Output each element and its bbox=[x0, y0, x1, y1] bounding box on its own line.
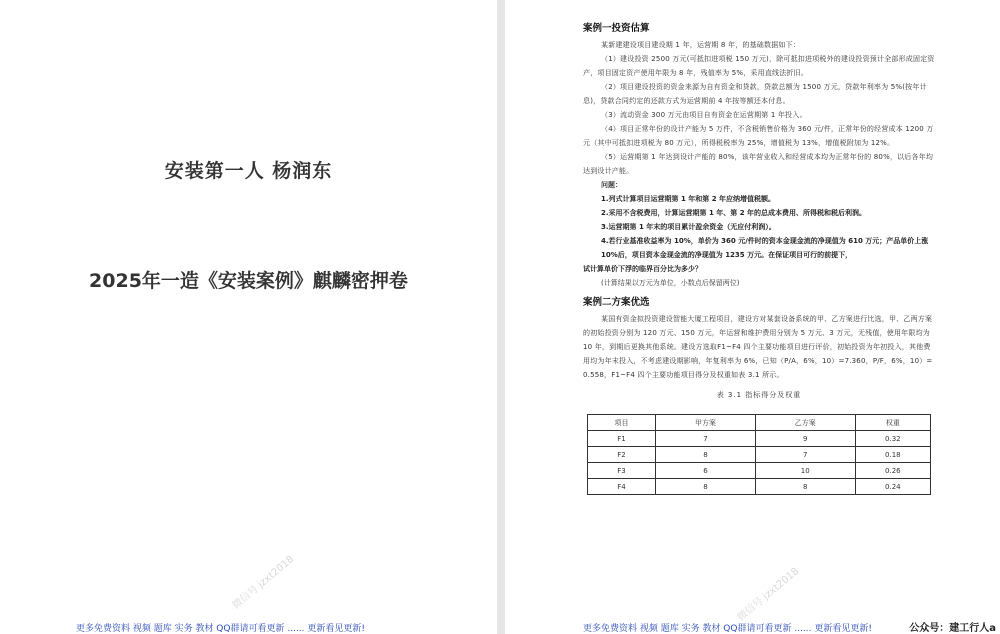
case1-item: （1）建设投资 2500 万元(可抵扣进项税 150 万元)，除可抵扣进项税外的建设投资预计全部形成固定资产，项目固定资产使用年限为 8 年，残值率为 5%，采用直线法折旧。 bbox=[583, 55, 935, 77]
question-item: 2.采用不含税费用，计算运营期第 1 年、第 2 年的总成本费用、所得税和税后利润。 bbox=[601, 209, 867, 217]
table-cell: 6 bbox=[656, 463, 756, 479]
table-cell: 10 bbox=[755, 463, 855, 479]
table-cell: F2 bbox=[588, 447, 656, 463]
content-footer-link[interactable]: 更多免费资料 视频 题库 实务 教材 QQ群请可看更新 ...... 更新看见更新! bbox=[583, 624, 872, 634]
case1-heading: 案例一投资估算 bbox=[583, 23, 650, 34]
table-row bbox=[588, 463, 931, 479]
table-cell: 8 bbox=[755, 479, 855, 495]
case1-item: （3）流动资金 300 万元由项目自有资金在运营期第 1 年投入。 bbox=[601, 111, 807, 119]
table-header-row bbox=[588, 415, 931, 431]
question-item: 1.列式计算项目运营期第 1 年和第 2 年应纳增值税额。 bbox=[601, 195, 776, 203]
question-item-continued: 试计算单价下浮的临界百分比为多少？ bbox=[583, 265, 702, 273]
table-cell: 7 bbox=[755, 447, 855, 463]
table-cell: 8 bbox=[656, 479, 756, 495]
content-page bbox=[505, 0, 1000, 634]
content-body bbox=[583, 22, 935, 495]
question-item: 4.若行业基准收益率为 10%，单价为 360 元/件时的资本金现金流的净现值为 610 万元；产品单价上涨 10%后，项目资本金现金流的净现值为 1235 万元。在保证项目可行的前提下， bbox=[601, 237, 929, 259]
cover-page bbox=[0, 0, 497, 634]
question-item: 3.运营期第 1 年末的项目累计盈余资金（无应付利润）。 bbox=[601, 223, 776, 231]
table-row bbox=[588, 431, 931, 447]
cover-footer-link[interactable]: 更多免费资料 视频 题库 实务 教材 QQ群请可看更新 ...... 更新看见更新! bbox=[76, 624, 365, 634]
table-cell: 7 bbox=[656, 431, 756, 447]
table-header-cell: 权重 bbox=[855, 415, 930, 431]
table-row bbox=[588, 479, 931, 495]
case1-item: （2）项目建设投资的资金来源为自有资金和贷款，贷款总额为 1500 万元，贷款年利率为 5%(按年计息)，贷款合同约定的还款方式为运营期前 4 年按等额还本付息。 bbox=[583, 83, 927, 105]
table-cell: F4 bbox=[588, 479, 656, 495]
table-row bbox=[588, 447, 931, 463]
table-caption: 表 3.1 指标得分及权重 bbox=[716, 391, 802, 399]
table-cell: 8 bbox=[656, 447, 756, 463]
score-table bbox=[587, 414, 931, 495]
calc-note: (计算结果以万元为单位，小数点后保留两位) bbox=[601, 279, 740, 287]
case2-paragraph: 某国有资金拟投资建设智能大厦工程项目，建设方对某套设备系统的甲、乙方案进行比选，甲、乙两方案的初始投资分别为 120 万元、150 万元，年运营和维护费用分别为 5 万元、3 万元，无残值，使用年限均为 10 年，到期后更换其他系统。建设方选取F1~F4 四个主要功能项目进行评价，初始投资为年初投入，其他费用均为年末投入，不考虑建设期影响，年复利率为 6%，已知（P/A，6%，10）=7.360，P/F，6%，10）=0.558，F1~F4 四个主要功能项目得分及权重如表 3.1 所示。 bbox=[583, 315, 933, 379]
case1-item: （5）运营期第 1 年达到设计产能的 80%，该年营业收入和经营成本均为正常年份的 80%，以后各年均达到设计产能。 bbox=[583, 153, 934, 175]
question-label: 问题： bbox=[601, 181, 622, 189]
watermark: 微信号 jzxt2018 bbox=[230, 553, 297, 612]
case1-intro: 某新建建设项目建设期 1 年，运营期 8 年，的基础数据如下： bbox=[601, 41, 801, 49]
public-account-label: 公众号：建工行人a bbox=[907, 619, 998, 634]
table-cell: 0.24 bbox=[855, 479, 930, 495]
case1-item: （4）项目正常年份的设计产能为 5 万件，不含税销售价格为 360 元/件，正常年份的经营成本 1200 万元（其中可抵扣进项税为 80 万元），所得税税率为 25%，增值税为 13%，增值税附加为 12%。 bbox=[583, 125, 934, 147]
case2-heading: 案例二方案优选 bbox=[583, 297, 650, 308]
table-cell: F3 bbox=[588, 463, 656, 479]
table-cell: 0.18 bbox=[855, 447, 930, 463]
table-header-cell: 乙方案 bbox=[755, 415, 855, 431]
cover-author: 安装第一人 杨润东 bbox=[164, 160, 333, 182]
table-header-cell: 项目 bbox=[588, 415, 656, 431]
table-cell: 9 bbox=[755, 431, 855, 447]
table-cell: F1 bbox=[588, 431, 656, 447]
watermark: 微信号 jzxt2018 bbox=[735, 565, 802, 624]
table-cell: 0.32 bbox=[855, 431, 930, 447]
cover-title: 2025年一造《安装案例》麒麟密押卷 bbox=[89, 270, 408, 292]
table-header-cell: 甲方案 bbox=[656, 415, 756, 431]
table-cell: 0.26 bbox=[855, 463, 930, 479]
